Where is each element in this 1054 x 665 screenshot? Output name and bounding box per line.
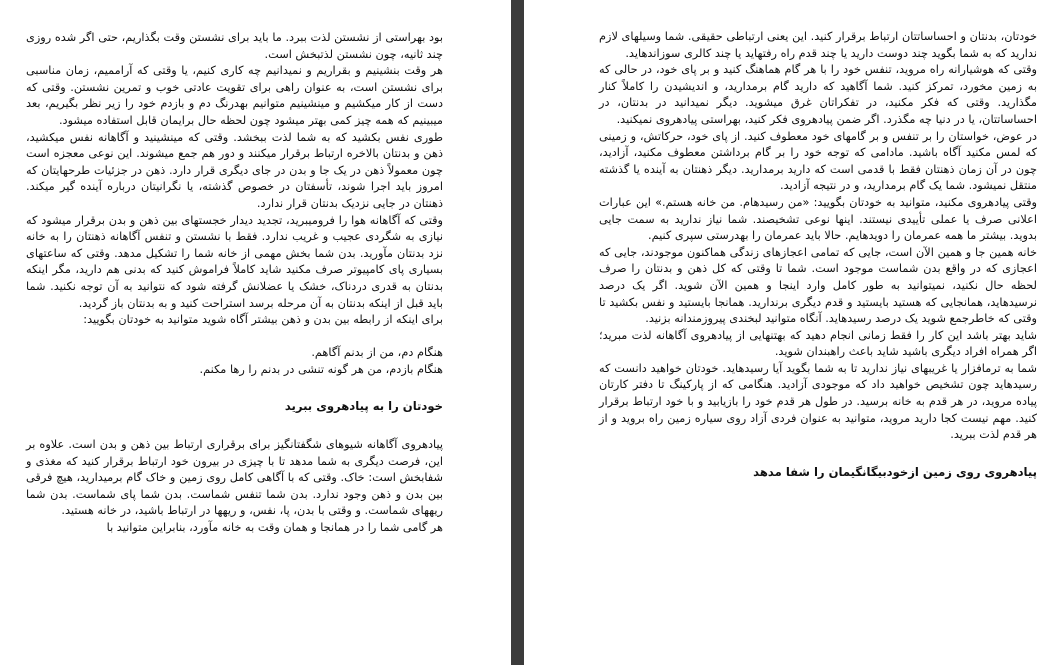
paragraph: شاید بهتر باشد این کار را فقط زمانی انجام دهید که بهتنهایی از پیادهروی آگاهانه لذت مبرید؛ اگر همراه افراد دیگری باشید شاید باعث راهبندان شوید. [599, 328, 1037, 359]
verse-line: هنگام بازدم، من هر گونه تنشی در بدنم را رها مکنم. [199, 362, 443, 376]
paragraph: وقتی که آگاهانه هوا را فرومیبرید، تجدید دیدار خجستهای بین ذهن و بدن برقرار میشود که نیازی به شگردی عجیب و غریب ندارد. فقط با نشستن و تنفس آگاهانه ذهنتان را به خانه نزد بدنتان مآورید. بدن شما بخش مهمی از خانه شما را تشکیل مدهد. وقتی که ساعتهای بسیاری پای کامپیوتر صرف مکنید شاید کاملاً فراموش کنید که بدنی هم دارید، مگر اینکه بدنتان به قدری دردناک، خشک یا عضلانش گرفته شود که نتوانید به آن توجه نکنید. شما باید قبل از اینکه بدنتان به آن مرحله برسد استراحت کنید و به بدنتان باز گردید. [26, 213, 443, 310]
paragraph: برای اینکه از رابطه بین بدن و ذهن بیشتر آگاه شوید متوانید به خودتان بگویید: [83, 313, 443, 327]
paragraph: هر گامی شما را در همانجا و همان وقت به خانه مآورد، بنابراین متوانید با [106, 521, 443, 535]
section-heading: پیادهروی روی زمین ازخودبیگانگیمان را شفا مدهد [753, 464, 1037, 479]
paragraph: بود بهراستی از نشستن لذت ببرد. ما باید برای نشستن وقت بگذاریم، حتی اگر شده روزی چند ثانیه، چون نشستن لذتبخش است. [26, 31, 443, 61]
paragraph: در عوض، خواستان را بر تنفس و بر گامهای خود معطوف کنید. از پای خود، حرکاتش، و زمینی که لمس مکنید آگاه باشید. مادامی که توجه خود را بر گام برداشتن معطوف مکنید، آزادید، چون در آن زمان ذهنتان فقط با قدمی است که دارید برمدارید. دیگر ذهنتان به آینده یا گذشته منتقل نمیشود. شما یک گام برمدارید، و در نتیجه آزادید. [599, 129, 1037, 193]
spacer [599, 444, 1037, 464]
paragraph: طوری نفس بکشید که به شما لذت ببخشد. وقتی که مینشینید و آگاهانه نفس میکشید، ذهن و بدنتان بالاخره ارتباط برقرار میکنند و دور هم جمع میشوند. این نوعی معجزه است چون معمولاً ذهن در یک جا و بدن در جای دیگری قرار دارد. ذهن در جزئیات طرحهایتان که امروز باید اجرا شوند، تأسفتان در خصوص گذشته، یا نگرانیتان درباره آینده گیر میکند. ذهنتان در جایی نزدیک بدنتان قرار ندارد. [26, 130, 443, 210]
spacer [26, 378, 443, 398]
right-page [524, 0, 1054, 665]
right-page-text [599, 29, 1037, 480]
paragraph: پیادهروی آگاهانه شیوهای شگفتانگیز برای برقراری ارتباط بین ذهن و بدن است. علاوه بر این، فرصت دیگری به شما مدهد تا با چیزی در بیرون خود ارتباط برقرار کنید که مغذی و شفابخش است: خاک. وقتی که با آگاهی کامل روی زمین و خاک گام برمیدارید، هیچ فرقی بین بدن و ذهن وجود ندارد. بدن شما تنفس شماست. بدن شما پای شماست. بدن شما ریههای شماست. و وقتی با بدن، پا، نفس، و ریهها در ارتباط باشید، در خانه هستید. [26, 438, 443, 518]
paragraph: وقتی که هوشیارانه راه مروید، تنفس خود را با هر گام هماهنگ کنید و بر پای خود، در حالی که به زمین مخورد، تمرکز کنید. شما آگاهید که دارید گام برمدارید، و اندیشیدن را کاملاً کنار مگذارید. وقتی که فکر مکنید، در تفکراتان غرق میشوید. دیگر نمیدانید در بدنتان، در احساساتتان، یا در دنیا چه مگذرد. اگر ضمن پیادهروی فکر کنید، بهراستی پیادهروی نمیکنید. [599, 63, 1037, 126]
left-page-text [26, 30, 443, 537]
verse-line: هنگام دم، من از بدنم آگاهم. [311, 346, 443, 360]
blank-line [26, 329, 443, 346]
paragraph: شما به ترمافزار یا غریبهای نیاز ندارید تا به شما بگوید آیا رسیدهاید. خودتان خواهید دانست که رسیدهاید چون تشخیص خواهید داد که موجودی آزادید. هنگامی که از پارکینگ تا دفتر کارتان پیاده مروید، در هر قدم به خانه برسید. در طول هر قدم خود را بازیابید و با خود ارتباط برقرار کنید. مهم نیست کجا دارید مروید، متوانید به عنوان فردی آزاد روی سیاره زمین راه بروید و از هر قدم لذت ببرید. [599, 361, 1037, 442]
paragraph: خانه همین جا و همین الآن است، جایی که تمامی اعجازهای زندگی هماکنون موجودند، جایی که اعجازی که در واقع بدن شماست موجود است. شما تا وقتی که کل ذهن و بدنتان را صرف لحظه حال نکنید، نمیتوانید به طور کامل وارد اینجا و همین الآن شوید. اگر یک درصد نرسیدهاید، همانجایی که هستید بایستید و قدم دیگری برندارید. همانجا بایستید و نفس بکشید تا وقتی که خاطرجمع شوید یک درصد رسیدهاید. آنگاه متوانید لبخندی پیروزمندانه بزنید. [599, 245, 1037, 326]
spacer [26, 415, 443, 437]
paragraph: وقتی پیادهروی مکنید، متوانید به خودتان بگویید: «من رسیدهام. من خانه هستم.» این عبارات اعلانی صرف یا عملی تأییدی نیستند. اینها نوعی تشخیصند. شما نیاز ندارید به سمت جایی بدوید. بیشتر ما همه عمرمان را دویدهایم. حالا باید عمرمان را بهدرستی سپری کنیم. [599, 195, 1037, 243]
paragraph: خودتان، بدنتان و احساساتتان ارتباط برقرار کنید. این یعنی ارتباطی حقیقی. شما وسیلهای لازم ندارید که به شما بگوید چند دوست دارید یا چند قدم راه رفتهاید یا چند کالری سوزاندهاید. [599, 30, 1037, 60]
section-heading: خودتان را به پیادهروی ببرید [284, 399, 443, 414]
paragraph: هر وقت بنشینیم و بقراریم و نمیدانیم چه کاری کنیم، یا وقتی که آراممیم، زمان مناسبی برای نشستن است، به عنوان راهی برای تقویت عادتی خوب و تمرین نشستن. وقتی که دست از کار میکشیم و مینشینیم متوانیم بهدرنگ دم و بازدم خود را زیر نظر بگیریم، بعد میبینیم که همه چیز کمی بهتر میشود چون لحظه حال برایمان قابل استفاده میشود. [26, 64, 443, 127]
book-spine-divider [511, 0, 524, 665]
left-page [0, 0, 511, 665]
